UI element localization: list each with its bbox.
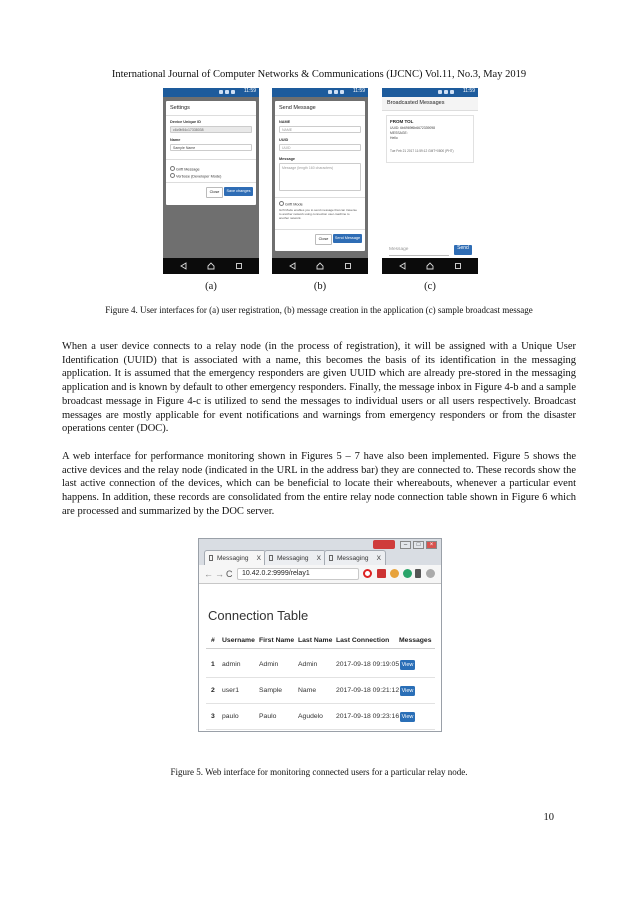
home-icon[interactable]	[207, 262, 215, 270]
phone-screenshot-a	[163, 88, 259, 274]
battery-icon	[340, 90, 344, 94]
column-header: First Name	[259, 637, 295, 644]
divider	[275, 229, 365, 230]
verbose-option[interactable]: Verbose (Developer Mode)	[170, 173, 221, 179]
home-icon[interactable]	[426, 262, 434, 270]
subcaption-c: (c)	[424, 281, 436, 292]
subcaption-a: (a)	[205, 281, 217, 292]
divider	[275, 115, 365, 116]
close-button[interactable]: Close	[206, 187, 223, 198]
message-card	[386, 115, 474, 163]
name-label: Name	[170, 138, 181, 142]
browser-tab-2[interactable]: Messaging X	[264, 550, 326, 565]
device-id-field: c6c9b54c17338038	[170, 126, 252, 133]
grift-mode-option[interactable]: Grift Mode	[279, 201, 303, 207]
browser-toolbar	[199, 565, 441, 584]
name-input[interactable]: NAME	[279, 126, 361, 133]
minimize-icon[interactable]: –	[400, 541, 411, 549]
status-time: 11:59	[352, 88, 365, 94]
device-id-label: Device Unique ID	[170, 120, 202, 124]
tab-close-icon[interactable]: X	[376, 555, 381, 562]
page-icon	[209, 555, 213, 561]
subcaption-b: (b)	[313, 281, 327, 292]
figure-4-caption: Figure 4. User interfaces for (a) user registration, (b) message creation in the application (c) sample broadcast message	[105, 305, 533, 315]
recents-icon[interactable]	[344, 262, 352, 270]
maximize-icon[interactable]: □	[413, 541, 424, 549]
signal-icon	[334, 90, 338, 94]
divider	[166, 159, 256, 160]
android-nav-bar	[272, 258, 368, 274]
phone-screenshot-c	[382, 88, 478, 274]
user-profile-icon[interactable]	[373, 540, 395, 549]
message-uuid: UUID: 6b6969f6b6672339098	[390, 126, 436, 130]
back-arrow-icon[interactable]: ←	[204, 569, 213, 579]
gmail-icon[interactable]	[377, 569, 386, 578]
status-time: 11:59	[243, 88, 256, 94]
window-close-icon[interactable]: ×	[426, 541, 437, 549]
browser-tab-3[interactable]: Messaging X	[324, 550, 386, 565]
body-paragraph-1: When a user device connects to a relay node (in the process of registration), it will be assigned with a Unique User Identification (UUID) that is associated with a name, this becomes the basis of its identification in the messaging application. It is assumed that the emergency responders are given UUID which are already pre-stored in the messaging application and is known by default to other emergency responders. Finally, the message inbox in Figure 4-b and a sample broadcast message in Figure 4-c is utilized to send the messages to individual users or all users respectively. Broadcast messages are mostly applicable for event notifications and warnings from emergency responders or from the disaster operations center (DOC).	[62, 341, 576, 435]
extension-icon[interactable]	[403, 569, 412, 578]
message-body: Hello	[390, 136, 398, 140]
recents-icon[interactable]	[454, 262, 462, 270]
row-divider	[206, 703, 435, 704]
column-header: Username	[222, 637, 255, 644]
radio-icon	[170, 173, 175, 178]
send-message-button[interactable]: Send Message	[333, 234, 362, 243]
column-header: Last Connection	[336, 637, 390, 644]
browser-screenshot	[198, 538, 442, 732]
view-button[interactable]: View	[401, 714, 414, 720]
message-label: MESSAGE:	[390, 131, 408, 135]
view-button[interactable]: View	[401, 688, 414, 694]
grift-mode-note: Grift Mode enables you to send message that can traverse to another network using connection user-machine to another network.	[279, 208, 357, 221]
extension-icon[interactable]	[426, 569, 435, 578]
name-label: NAME	[279, 120, 291, 124]
wifi-icon	[328, 90, 332, 94]
send-button[interactable]: Send	[454, 245, 472, 255]
tab-close-icon[interactable]: X	[316, 555, 321, 562]
browser-tab-1[interactable]: Messaging X	[204, 550, 266, 565]
download-icon[interactable]	[415, 569, 421, 578]
divider	[166, 115, 256, 116]
name-input[interactable]: Sample Name	[170, 144, 252, 151]
running-header: International Journal of Computer Networks & Communications (IJCNC) Vol.11, No.3, May 2019	[111, 69, 527, 80]
uuid-label: UUID	[279, 138, 289, 142]
figure-5-caption: Figure 5. Web interface for monitoring connected users for a particular relay node.	[170, 767, 468, 777]
app-screen	[163, 97, 259, 258]
page-icon	[269, 555, 273, 561]
close-button[interactable]: Close	[315, 234, 332, 245]
back-icon[interactable]	[180, 262, 188, 270]
address-bar[interactable]: 10.42.0.2:9999/relay1	[237, 568, 359, 580]
grift-message-option[interactable]: Grift Message	[170, 166, 200, 172]
divider	[275, 197, 365, 198]
extension-icon[interactable]	[390, 569, 399, 578]
status-bar	[382, 88, 478, 97]
status-bar	[163, 88, 259, 97]
radio-icon	[170, 166, 175, 171]
status-time: 11:59	[462, 88, 475, 94]
signal-icon	[225, 90, 229, 94]
radio-icon	[279, 201, 284, 206]
message-sender: FROM TOL	[390, 119, 414, 124]
home-icon[interactable]	[316, 262, 324, 270]
page-title: Broadcasted Messages	[387, 100, 445, 106]
android-nav-bar	[382, 258, 478, 274]
page-number: 10	[543, 812, 554, 823]
send-message-dialog	[275, 101, 365, 251]
message-timestamp: Tue Feb 21 2017 11:59:12 GMT+0800 (PHT)	[390, 149, 454, 153]
column-header: #	[211, 637, 215, 644]
uuid-input[interactable]: UUID	[279, 144, 361, 151]
dialog-title: Settings	[170, 105, 190, 111]
message-textarea[interactable]: Message (length 160 characters)	[279, 163, 361, 191]
save-changes-button[interactable]: Save changes	[224, 187, 253, 196]
column-header: Messages	[399, 637, 432, 644]
battery-icon	[450, 90, 454, 94]
message-label: Message	[279, 157, 296, 161]
status-bar	[272, 88, 368, 97]
signal-icon	[444, 90, 448, 94]
body-paragraph-2: A web interface for performance monitoring shown in Figures 5 – 7 have also been implemented. Figure 5 shows the active devices and the relay node (indicated in the URL in the address bar) they are connected to. These records show the last active connection of the devices, which can be beneficial to locate their whereabouts, whenever a particular event happens. In addition, these records are consolidated from the entire relay node connection table shown in Figure 6 which are processed and summarized by the DOC server.	[62, 451, 576, 517]
battery-icon	[231, 90, 235, 94]
reload-icon[interactable]: C	[226, 569, 233, 579]
view-button[interactable]: View	[401, 662, 414, 668]
tab-close-icon[interactable]: X	[256, 555, 261, 562]
opera-icon[interactable]	[363, 569, 372, 578]
header-divider	[206, 648, 435, 649]
app-screen	[382, 97, 478, 258]
wifi-icon	[438, 90, 442, 94]
back-icon[interactable]	[399, 262, 407, 270]
divider	[166, 182, 256, 183]
forward-arrow-icon[interactable]: →	[215, 569, 224, 579]
dialog-title: Send Message	[279, 105, 316, 111]
back-icon[interactable]	[289, 262, 297, 270]
row-divider	[206, 677, 435, 678]
phone-screenshot-b	[272, 88, 368, 274]
page-title: Connection Table	[208, 608, 309, 623]
message-input[interactable]: Message	[389, 244, 449, 256]
column-header: Last Name	[298, 637, 333, 644]
page-icon	[329, 555, 333, 561]
recents-icon[interactable]	[235, 262, 243, 270]
wifi-icon	[219, 90, 223, 94]
connection-table-page: Connection Table # Username First Name Last Name Last Connection Messages 1 admin Admin Admin 2017-09-18 09:19:05 View 2 user1 Sample Name 2017-09-18 09:21:12 View 3 paulo Paulo Agudelo 2017-09-18 09:23:16 View	[199, 584, 441, 731]
android-nav-bar	[163, 258, 259, 274]
row-divider	[206, 729, 435, 730]
app-screen	[272, 97, 368, 258]
settings-dialog	[166, 101, 256, 205]
